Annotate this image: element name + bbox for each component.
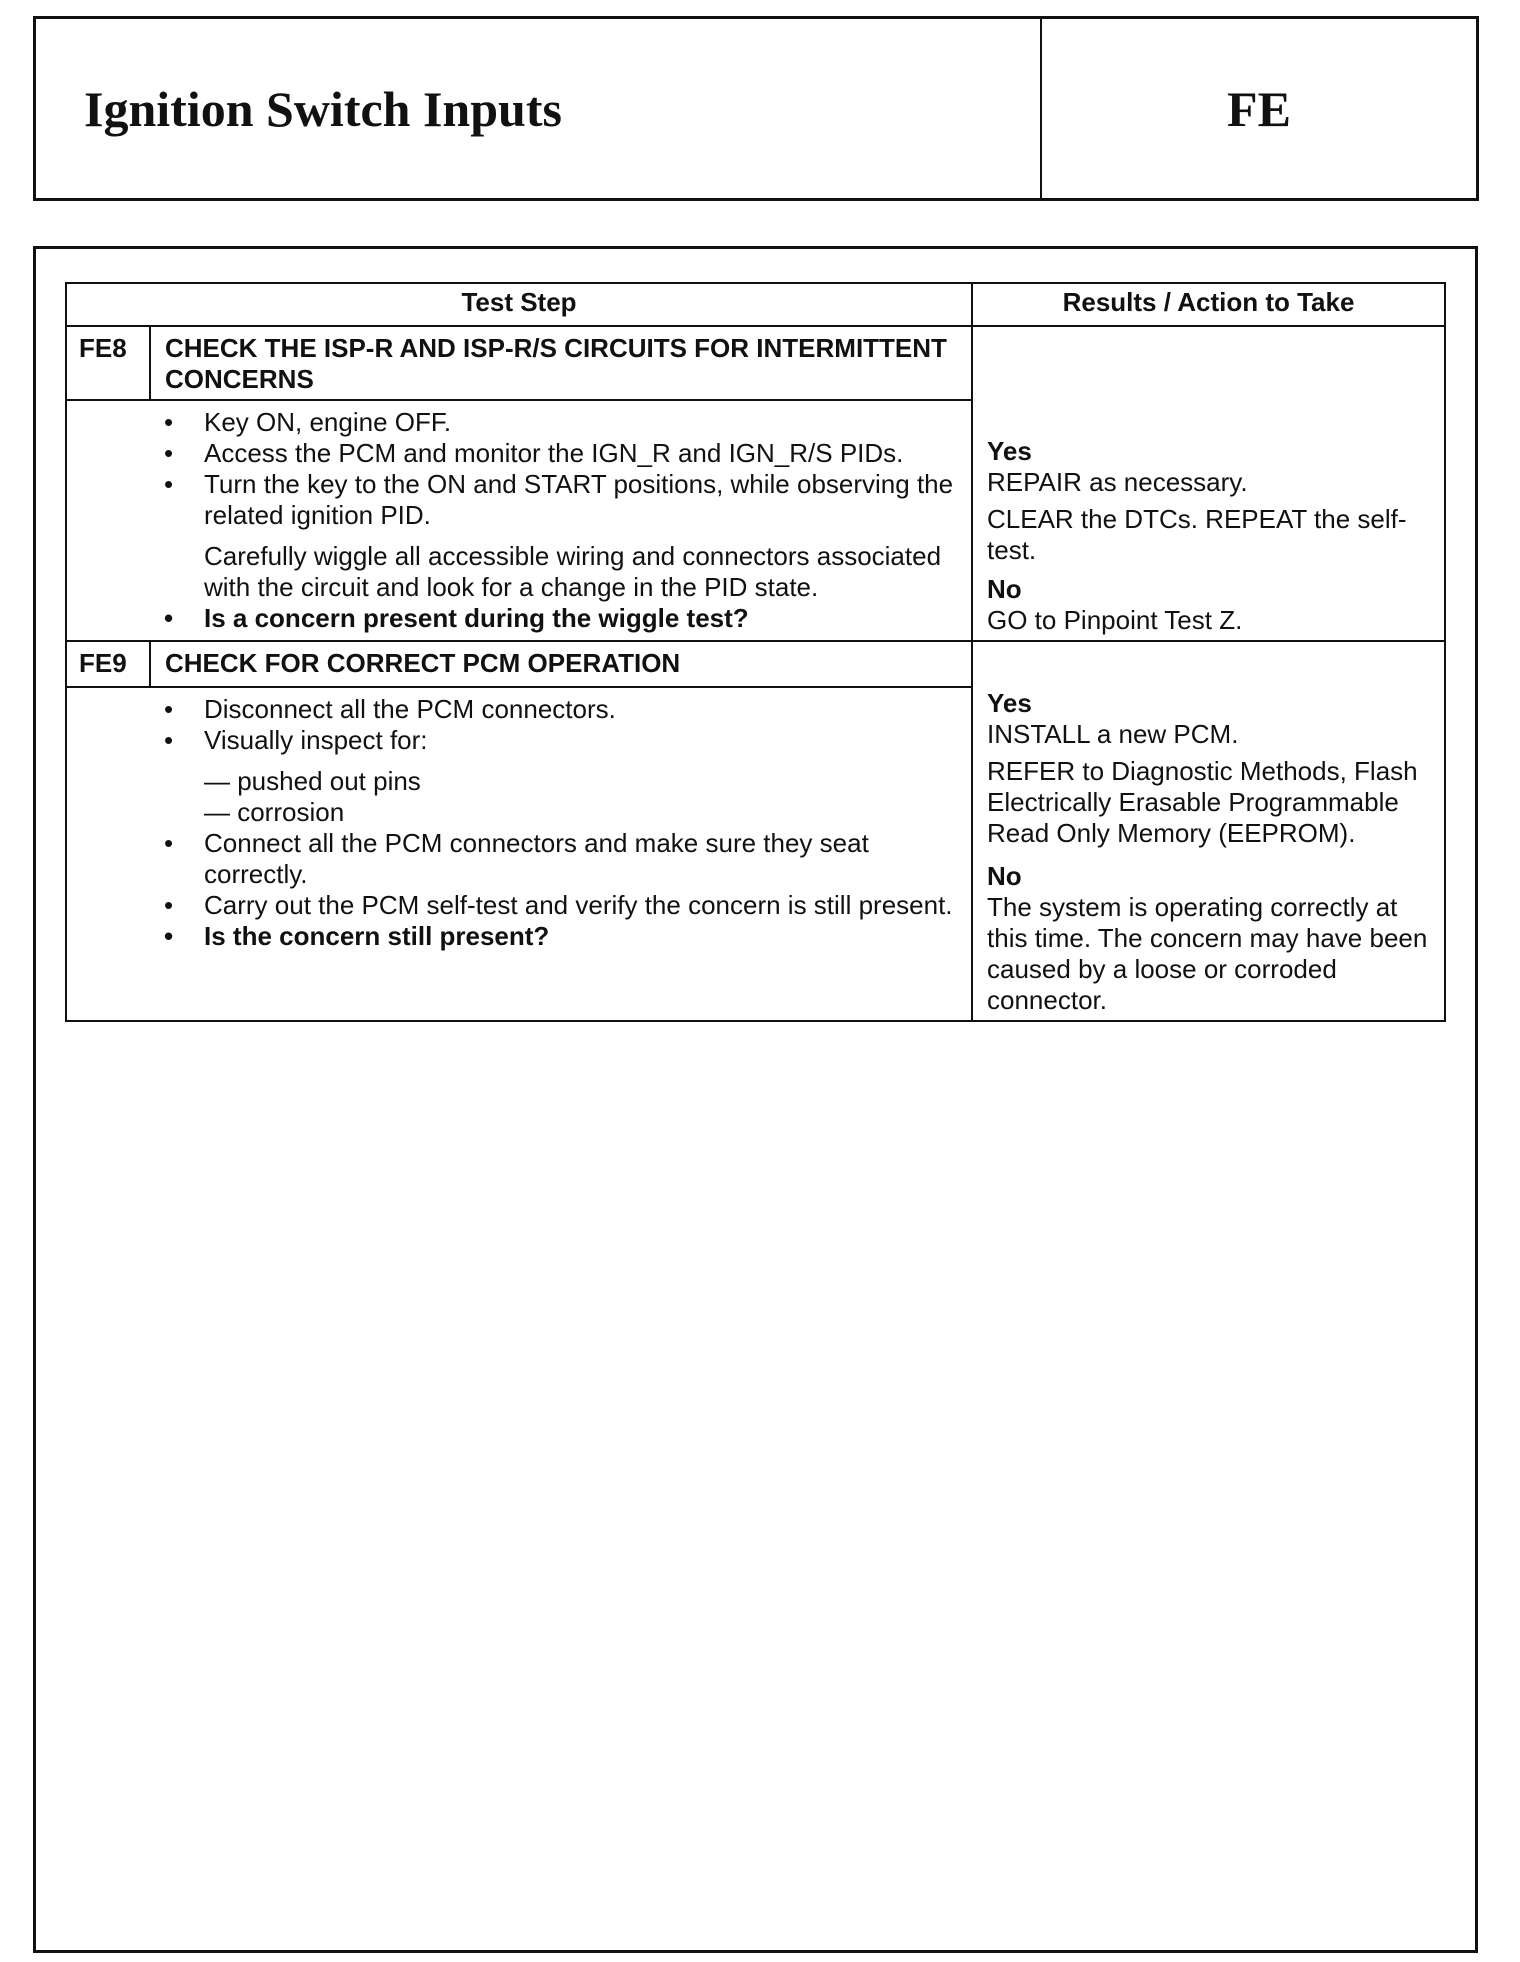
result-yes-action: REFER to Diagnostic Methods, Flash Electrically Erasable Programmable Read Only Memory (EEPROM). (987, 756, 1418, 848)
step-id-fe8: FE8 (66, 326, 150, 400)
page-title: Ignition Switch Inputs (36, 19, 1042, 198)
result-yes-action: CLEAR the DTCs. REPEAT the self-test. (987, 504, 1407, 565)
pinpoint-test-table (65, 282, 1446, 1022)
step-title-fe8: CHECK THE ISP-R AND ISP-R/S CIRCUITS FOR INTERMITTENT CONCERNS (150, 326, 972, 400)
step-title-fe9: CHECK FOR CORRECT PCM OPERATION (150, 641, 972, 687)
list-item: — corrosion (204, 797, 345, 828)
page-header (33, 16, 1479, 201)
step-id-fe9: FE9 (66, 641, 150, 687)
result-yes-action: INSTALL a new PCM. (987, 719, 1239, 749)
table-row (66, 641, 1445, 687)
list-item: • Carry out the PCM self-test and verify the concern is still present. (67, 890, 957, 921)
result-no-label: No (987, 861, 1022, 891)
table-row (66, 326, 1445, 400)
list-item: • Access the PCM and monitor the IGN_R and IGN_R/S PIDs. (67, 438, 957, 469)
result-no-action: The system is operating correctly at this time. The concern may have been caused by a loose or corroded connector. (987, 892, 1428, 1015)
step-list-fe9 (67, 694, 957, 952)
step-list-fe8 (67, 407, 957, 634)
column-header-results: Results / Action to Take (972, 283, 1445, 326)
list-item: • Key ON, engine OFF. (67, 407, 957, 438)
list-item: • Visually inspect for: (67, 725, 957, 756)
list-item: — pushed out pins (204, 766, 421, 797)
result-yes-label: Yes (987, 688, 1032, 718)
results-fe9 (972, 641, 1445, 1021)
table-header-row (66, 283, 1445, 326)
result-yes-fe8 (987, 436, 1438, 566)
result-no-label: No (987, 574, 1022, 604)
list-item: • Connect all the PCM connectors and make sure they seat correctly. (67, 828, 957, 890)
list-item: • Disconnect all the PCM connectors. (67, 694, 957, 725)
list-item: • Turn the key to the ON and START positions, while observing the related ignition PID. (67, 469, 957, 531)
list-item: Carefully wiggle all accessible wiring and connectors associated with the circuit and look for a change in the PID state. (204, 541, 942, 602)
step-body-fe8 (66, 400, 972, 641)
result-yes-action: REPAIR as necessary. (987, 467, 1248, 497)
column-header-test-step: Test Step (66, 283, 972, 326)
list-item-question: • Is a concern present during the wiggle test? (67, 603, 957, 634)
section-code: FE (1227, 80, 1291, 137)
result-no-fe9 (987, 861, 1438, 1016)
results-fe8 (972, 326, 1445, 641)
result-yes-label: Yes (987, 436, 1032, 466)
result-yes-fe9 (987, 688, 1438, 849)
list-item-question: • Is the concern still present? (67, 921, 957, 952)
result-no-fe8 (987, 574, 1438, 636)
step-body-fe9 (66, 687, 972, 1021)
result-no-action: GO to Pinpoint Test Z. (987, 605, 1243, 635)
